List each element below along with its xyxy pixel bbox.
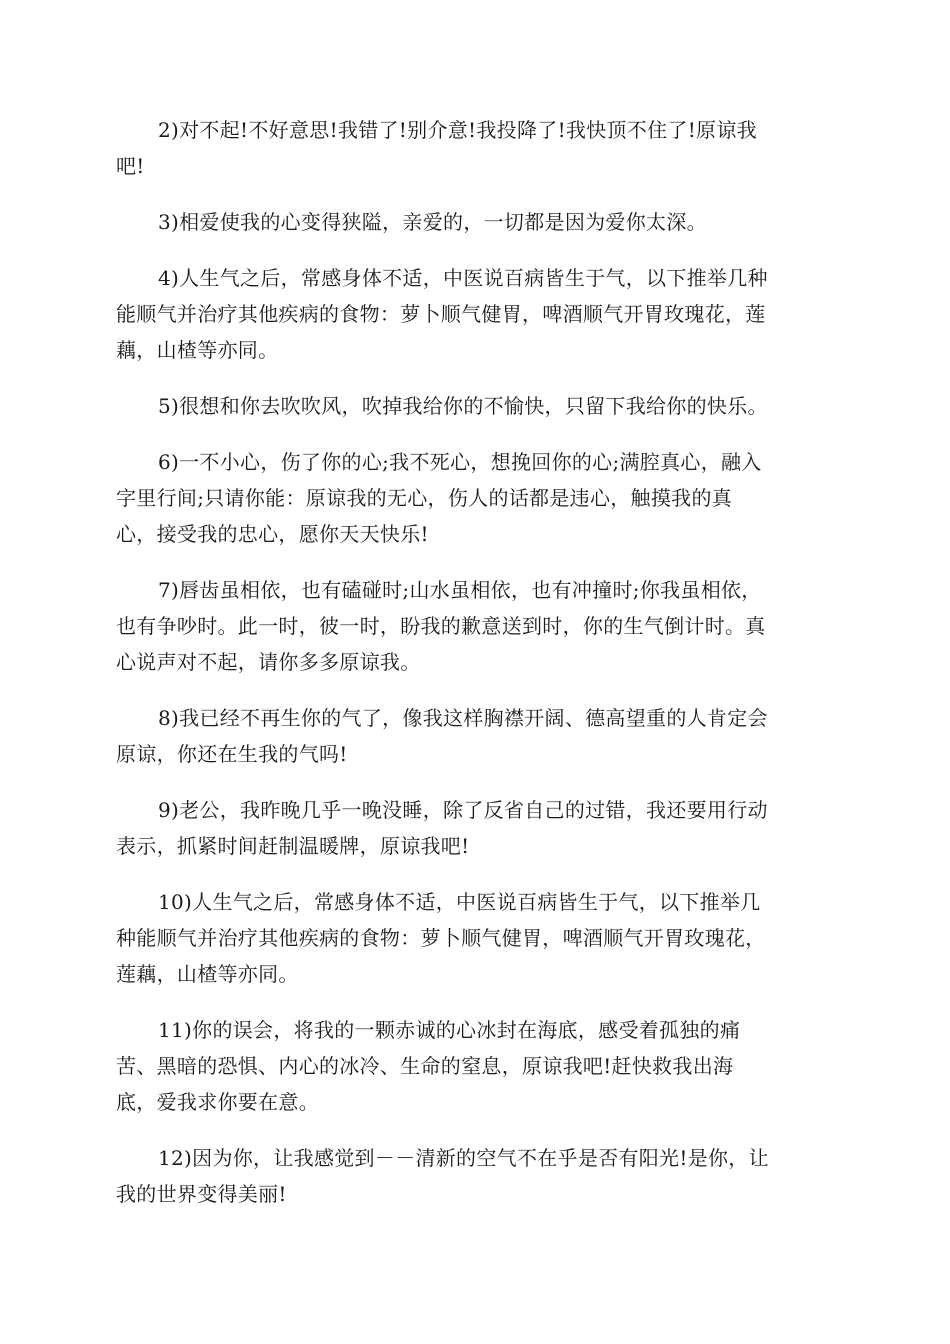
paragraph-line: 12)因为你，让我感觉到－－清新的空气不在乎是否有阳光!是你，让 (158, 1146, 769, 1170)
paragraph-line: 种能顺气并治疗其他疾病的食物：萝卜顺气健胃，啤酒顺气开胃玫瑰花， (116, 926, 766, 950)
paragraph-line: 也有争吵时。此一时，彼一时，盼我的歉意送到时，你的生气倒计时。真 (116, 614, 766, 638)
paragraph-line: 表示，抓紧时间赶制温暖牌，原谅我吧! (116, 834, 470, 858)
paragraph-6 (116, 444, 834, 552)
paragraph-11 (116, 1012, 834, 1120)
paragraph-line: 原谅，你还在生我的气吗! (116, 742, 348, 766)
paragraph-line: 藕，山楂等亦同。 (116, 338, 279, 362)
paragraph-line: 11)你的误会，将我的一颗赤诚的心冰封在海底，感受着孤独的痛 (158, 1018, 741, 1042)
paragraph-4 (116, 260, 834, 368)
paragraph-line: 8)我已经不再生你的气了，像我这样胸襟开阔、德高望重的人肯定会 (158, 706, 768, 730)
paragraph-12 (116, 1140, 834, 1212)
paragraph-line: 莲藕，山楂等亦同。 (116, 962, 299, 986)
paragraph-5 (116, 388, 834, 424)
paragraph-line: 我的世界变得美丽! (116, 1182, 287, 1206)
paragraph-10 (116, 884, 834, 992)
paragraph-line: 3)相爱使我的心变得狭隘，亲爱的，一切都是因为爱你太深。 (158, 210, 707, 234)
paragraph-line: 10)人生气之后，常感身体不适，中医说百病皆生于气，以下推举几 (158, 890, 761, 914)
document-body (116, 112, 834, 1232)
paragraph-line: 苦、黑暗的恐惧、内心的冰冷、生命的窒息，原谅我吧!赶快救我出海 (116, 1054, 734, 1078)
paragraph-line: 心，接受我的忠心，愿你天天快乐! (116, 522, 429, 546)
paragraph-line: 能顺气并治疗其他疾病的食物：萝卜顺气健胃，啤酒顺气开胃玫瑰花，莲 (116, 302, 766, 326)
paragraph-line: 4)人生气之后，常感身体不适，中医说百病皆生于气，以下推举几种 (158, 266, 768, 290)
paragraph-9 (116, 792, 834, 864)
paragraph-line: 底，爱我求你要在意。 (116, 1090, 319, 1114)
paragraph-2 (116, 112, 834, 184)
paragraph-line: 字里行间;只请你能：原谅我的无心，伤人的话都是违心，触摸我的真 (116, 486, 733, 510)
paragraph-3 (116, 204, 834, 240)
paragraph-7 (116, 572, 834, 680)
paragraph-line: 5)很想和你去吹吹风，吹掉我给你的不愉快，只留下我给你的快乐。 (158, 394, 768, 418)
paragraph-line: 吧! (116, 154, 145, 178)
paragraph-line: 6)一不小心，伤了你的心;我不死心，想挽回你的心;满腔真心，融入 (158, 450, 762, 474)
paragraph-8 (116, 700, 834, 772)
paragraph-line: 9)老公，我昨晚几乎一晚没睡，除了反省自己的过错，我还要用行动 (158, 798, 768, 822)
paragraph-line: 7)唇齿虽相依，也有磕碰时;山水虽相依，也有冲撞时;你我虽相依， (158, 578, 762, 602)
paragraph-line: 2)对不起!不好意思!我错了!别介意!我投降了!我快顶不住了!原谅我 (158, 118, 757, 142)
paragraph-line: 心说声对不起，请你多多原谅我。 (116, 650, 421, 674)
